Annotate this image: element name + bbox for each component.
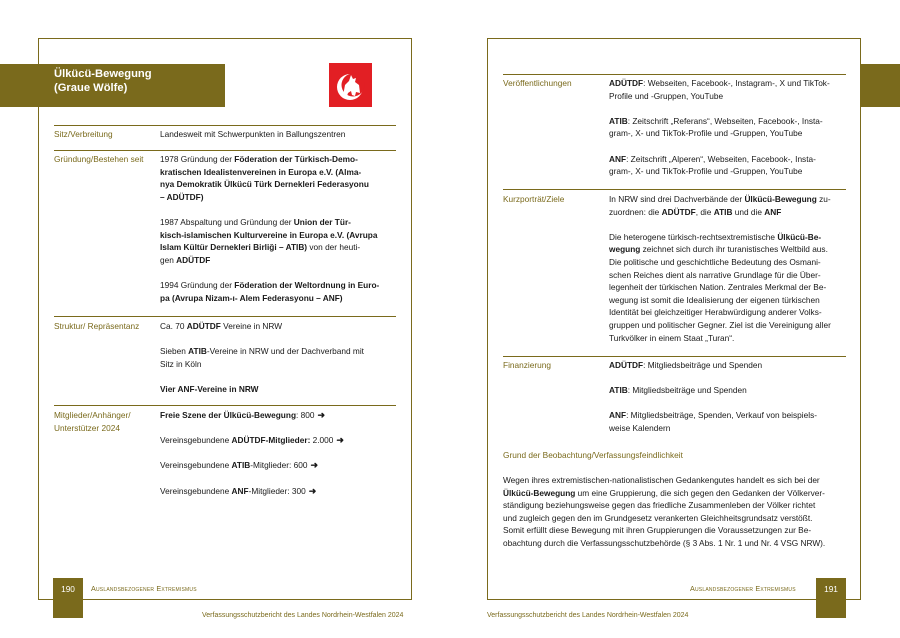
footer-right: Verfassungsschutzbericht des Landes Nordrhein-Westfalen 2024 xyxy=(487,612,689,619)
left-page-frame xyxy=(38,38,412,600)
label-finanzierung: Finanzierung xyxy=(503,360,551,370)
label-kurzportraet: Kurzporträt/Ziele xyxy=(503,194,565,204)
arrow-right-icon: ➜ xyxy=(308,485,317,496)
running-head-left: Auslandsbezogener Extremismus xyxy=(91,584,197,593)
value-struktur: Ca. 70 ADÜTDF Vereine in NRW Sieben ATIB-Vereine in NRW und der Dachverband mit Sitz in Köln Vier ANF-Vereine in NRW xyxy=(160,321,364,394)
divider xyxy=(503,356,846,357)
title-band xyxy=(0,64,225,107)
value-sitz: Landesweit mit Schwerpunkten in Ballungszentren xyxy=(160,129,346,139)
label-veroeffentlichungen: Veröffentlichungen xyxy=(503,78,572,88)
paragraph-grund: Wegen ihres extremistischen-nationalistischen Gedankengutes handelt es sich bei der Ülkücü-Bewegung um eine Gruppierung, die sich gegen den Gedanken der Völkerver- ständigung beziehungsweise gegen das friedliche Zusammenleben der Völker richtet und zugleich gegen den im Grundgesetz verankerten Gleichheitsgrundsatz verstößt. Somit erfüllt diese Bewegung mit ihren Gruppierungen die Voraussetzungen zur Be- obachtung durch die Verfassungsschutzbehörde (§ 3 Abs. 1 Nr. 1 und Nr. 4 VSG NRW). xyxy=(503,475,826,548)
value-veroeffentlichungen: ADÜTDF: Webseiten, Facebook-, Instagram-, X und TikTok- Profile und -Gruppen, YouTube ATIB: Zeitschrift „Referans“, Webseiten, Facebook-, Insta- gram-, X- und TikTok-Profile und -Gruppen, YouTube ANF: Zeitschrift „Alperen“, Webseiten, Facebook-, Insta- gram-, X- und TikTok-Profile und -Gruppen, YouTube xyxy=(609,78,830,177)
page-subtitle: (Graue Wölfe) xyxy=(54,82,128,94)
page-number-left: 190 xyxy=(53,578,83,618)
running-head-right: Auslandsbezogener Extremismus xyxy=(690,584,796,593)
page-title: Ülkücü-Bewegung xyxy=(54,68,152,80)
arrow-right-icon: ➜ xyxy=(317,410,326,420)
arrow-right-icon: ➜ xyxy=(310,460,318,471)
footer-left: Verfassungsschutzbericht des Landes Nordrhein-Westfalen 2024 xyxy=(202,612,404,619)
heading-grund: Grund der Beobachtung/Verfassungsfeindlichkeit xyxy=(503,450,683,460)
value-finanzierung: ADÜTDF: Mitgliedsbeiträge und Spenden ATIB: Mitgliedsbeiträge und Spenden ANF: Mitgliedsbeiträge, Spenden, Verkauf von beispiels- weise Kalendern xyxy=(609,360,818,433)
value-mitglieder: Freie Szene der Ülkücü-Bewegung: 800 ➜ Vereinsgebundene ADÜTDF-Mitglieder: 2.000 ➜ Vereinsgebundene ATIB-Mitglieder: 600 ➜ Vereinsgebundene ANF-Mitglieder: 300 ➜ xyxy=(160,410,344,496)
divider xyxy=(54,125,396,126)
divider xyxy=(54,150,396,151)
label-mitglieder: Mitglieder/Anhänger/ Unterstützer 2024 xyxy=(54,410,131,433)
divider xyxy=(503,74,846,75)
label-gruendung: Gründung/Bestehen seit xyxy=(54,154,144,164)
page-number-right: 191 xyxy=(816,578,846,618)
divider xyxy=(54,405,396,406)
value-gruendung: 1978 Gründung der Föderation der Türkisch-Demo- kratischen Idealistenvereinen in Europa e.V. (Alma- nya Demokratik Ülkücü Türk Dernekleri Federasyonu – ADÜTDF) 1987 Abspaltung und Gründung der Union der Tür- kisch-islamischen Kulturvereine in Europa e.V. (Avrupa Islam Kültür Dernekleri Birliği – ATIB) von der heuti- gen ADÜTDF 1994 Gründung der Föderation der Weltordnung in Euro- pa (Avrupa Nizam-ı- Alem Federasyonu – ANF) xyxy=(160,154,380,303)
right-accent-band xyxy=(860,64,900,107)
label-sitz: Sitz/Verbreitung xyxy=(54,129,113,139)
label-struktur: Struktur/ Repräsentanz xyxy=(54,321,140,331)
value-kurzportraet: In NRW sind drei Dachverbände der Ülkücü-Bewegung zu- zuordnen: die ADÜTDF, die ATIB und die ANF Die heterogene türkisch-rechtsextremistische Ülkücü-Be- wegung zeichnet sich durch ihr turanistisches Weltbild aus. Die politische und geschichtliche Bedeutung des Osmani- schen Reiches dient als narrative Grundlage für die Über- legenheit der türkischen Nation. Zentrales Merkmal der Be- wegung ist somit die Idealisierung der eigenen türkischen Identität bei gleichzeitiger Herabwürdigung anderer Volks- gruppen und politischer Gegner. Ziel ist die Vereinigung aller Turkvölker in einem Staat „Turan“. xyxy=(609,194,831,343)
divider xyxy=(503,189,846,190)
grey-wolf-logo-icon xyxy=(329,63,372,107)
divider xyxy=(54,316,396,317)
arrow-right-icon: ➜ xyxy=(336,435,344,446)
